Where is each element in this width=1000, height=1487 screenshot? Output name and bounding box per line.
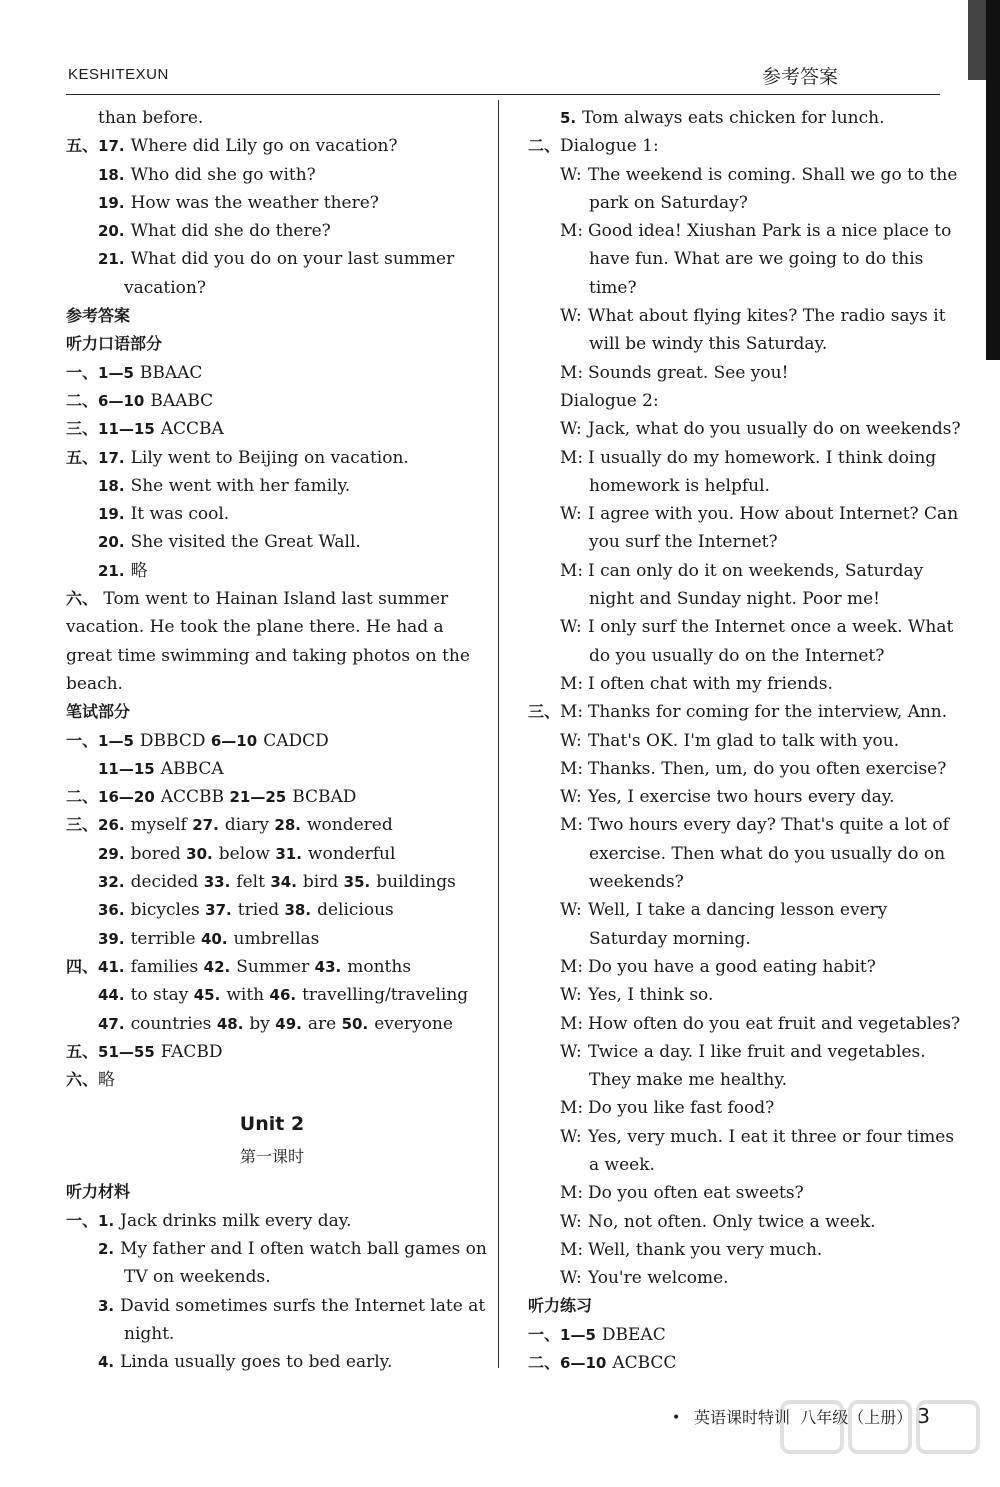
text-line xyxy=(528,1038,938,1066)
right-column xyxy=(528,104,961,1377)
item-text: delicious xyxy=(317,900,394,921)
text-line xyxy=(66,1292,486,1320)
item-text: a week. xyxy=(589,1154,655,1175)
item-text: night. xyxy=(124,1323,175,1344)
text-line xyxy=(528,1208,938,1236)
item-number: 40. xyxy=(200,929,228,948)
section-number: 三、 xyxy=(66,815,99,835)
item-text: ACBCC xyxy=(612,1353,677,1374)
item-number: 37. xyxy=(205,901,232,920)
speaker-label: M: xyxy=(560,221,584,242)
text-line xyxy=(528,274,938,302)
item-number: 38. xyxy=(284,901,312,920)
item-text: That's OK. I'm glad to talk with you. xyxy=(588,730,900,751)
text-line xyxy=(66,613,478,641)
text-line xyxy=(66,557,478,585)
text-line xyxy=(528,302,946,330)
item-text: Jack drinks milk every day. xyxy=(120,1210,352,1231)
speaker-label: M: xyxy=(560,956,584,977)
item-number: 11—15 xyxy=(98,759,155,778)
speaker-label: M: xyxy=(560,560,584,581)
text-line xyxy=(66,500,478,528)
item-text: Well, I take a dancing lesson every xyxy=(588,900,888,921)
item-number: 6—10 xyxy=(560,1354,607,1373)
text-line xyxy=(528,161,958,189)
item-text: ACCBB xyxy=(160,787,230,808)
text-line xyxy=(528,557,938,585)
speaker-label: M: xyxy=(560,1183,584,1204)
text-line xyxy=(528,415,961,443)
item-text: Well, thank you very much. xyxy=(588,1239,823,1260)
item-text: than before. xyxy=(98,108,204,128)
text-line xyxy=(528,896,938,924)
text-line xyxy=(66,585,478,613)
item-text: myself xyxy=(130,815,193,836)
item-text: Linda usually goes to bed early. xyxy=(120,1352,393,1373)
text-line xyxy=(528,1349,938,1377)
section-number: 六、 xyxy=(66,1070,99,1090)
speaker-label: M: xyxy=(560,1098,584,1119)
text-line xyxy=(66,387,478,415)
speaker-label: W: xyxy=(560,900,582,921)
item-number: 3. xyxy=(98,1296,115,1315)
speaker-label: W: xyxy=(560,1126,582,1147)
item-text: tried xyxy=(237,900,285,921)
text-line xyxy=(66,528,478,556)
header-rule xyxy=(66,94,940,95)
item-text: Yes, very much. I eat it three or four times xyxy=(588,1126,955,1147)
item-number: 50. xyxy=(341,1014,369,1033)
page-number: 3 xyxy=(917,1404,931,1428)
item-text: Dialogue 2: xyxy=(560,390,659,411)
text-line xyxy=(528,359,938,387)
item-number: 51—55 xyxy=(98,1042,155,1061)
item-number: 18. xyxy=(98,476,125,495)
item-text: You're welcome. xyxy=(588,1268,729,1289)
speaker-label: W: xyxy=(560,164,582,185)
item-text: What about flying kites? The radio says it xyxy=(588,306,946,327)
text-line xyxy=(528,613,954,641)
text-line xyxy=(528,1151,938,1179)
item-number: 42. xyxy=(203,957,231,976)
item-number: 6—10 xyxy=(98,391,145,410)
item-text: bird xyxy=(302,872,344,893)
text-line xyxy=(66,217,478,245)
text-line xyxy=(528,1010,961,1038)
item-text: What did you do on your last summer xyxy=(130,249,455,270)
text-line xyxy=(66,811,478,839)
text-line xyxy=(528,472,938,500)
item-text: Thanks. Then, um, do you often exercise? xyxy=(588,758,947,779)
item-number: 49. xyxy=(275,1014,302,1033)
speaker-label: W: xyxy=(560,730,582,751)
section-number: 五、 xyxy=(66,1041,99,1061)
item-text: Lily went to Beijing on vacation. xyxy=(130,447,409,468)
item-number: 1—5 xyxy=(560,1325,596,1344)
text-line xyxy=(528,528,938,556)
text-line xyxy=(66,925,478,953)
speaker-label: W: xyxy=(560,787,582,808)
text-line xyxy=(528,1264,938,1292)
header-brand: KESHITEXUN xyxy=(68,66,169,83)
section-number: 六、 xyxy=(66,589,99,609)
item-text: I agree with you. How about Internet? Can xyxy=(588,504,959,525)
footer-dot: • xyxy=(672,1410,681,1426)
item-text: you surf the Internet? xyxy=(589,532,778,553)
section-number: 二、 xyxy=(528,1353,561,1373)
item-text: wonderful xyxy=(307,843,396,864)
item-text: do you usually do on the Internet? xyxy=(589,645,885,666)
item-text: 略 xyxy=(98,1070,116,1091)
footer-grade: 八年级（上册） xyxy=(800,1408,913,1427)
text-line xyxy=(66,783,478,811)
scan-edge-shadow-top xyxy=(968,0,986,80)
text-line xyxy=(66,444,478,472)
item-number: 21—25 xyxy=(229,788,287,807)
item-text: No, not often. Only twice a week. xyxy=(588,1211,876,1232)
section-number: 四、 xyxy=(66,956,99,976)
text-line xyxy=(528,245,938,273)
lesson-heading: 第一课时 xyxy=(239,1147,304,1167)
text-line xyxy=(528,840,946,868)
speaker-label: W: xyxy=(560,617,582,638)
text-line xyxy=(528,925,938,953)
text-line xyxy=(528,1094,938,1122)
item-text: Twice a day. I like fruit and vegetables. xyxy=(588,1041,926,1062)
section-number: 二、 xyxy=(66,787,99,807)
text-line xyxy=(528,811,949,839)
item-text: are xyxy=(307,1013,342,1034)
item-text: How was the weather there? xyxy=(130,192,379,213)
scan-edge-shadow xyxy=(986,0,1000,360)
speaker-label: W: xyxy=(560,985,582,1006)
item-text: to stay xyxy=(130,985,194,1006)
item-text: have fun. What are we going to do this xyxy=(589,249,924,270)
text-line xyxy=(528,104,938,132)
text-line xyxy=(528,1321,938,1349)
item-text: bicycles xyxy=(130,900,206,921)
item-text: beach. xyxy=(66,673,123,694)
text-line xyxy=(66,670,478,698)
item-text: CADCD xyxy=(263,730,329,751)
item-number: 29. xyxy=(98,844,125,863)
item-text: Tom went to Hainan Island last summer xyxy=(98,589,449,610)
text-line xyxy=(528,132,938,160)
text-line xyxy=(66,840,478,868)
section-heading: 听力材料 xyxy=(66,1182,131,1202)
speaker-label: M: xyxy=(560,702,584,723)
text-line xyxy=(528,783,938,811)
item-number: 32. xyxy=(98,873,125,892)
header-section-title: 参考答案 xyxy=(762,66,839,88)
item-text: vacation. He took the plane there. He had a xyxy=(66,617,444,638)
item-text: What did she do there? xyxy=(130,221,331,242)
section-number: 三、 xyxy=(528,702,561,722)
text-line xyxy=(66,274,478,302)
item-number: 28. xyxy=(274,816,301,835)
text-line xyxy=(66,1263,478,1291)
item-text: Who did she go with? xyxy=(130,164,316,185)
item-text: I often chat with my friends. xyxy=(588,673,833,694)
item-number: 45. xyxy=(193,986,221,1005)
item-text: I usually do my homework. I think doing xyxy=(588,447,937,468)
item-number: 2. xyxy=(98,1239,115,1258)
item-number: 35. xyxy=(343,873,371,892)
item-text: How often do you eat fruit and vegetables? xyxy=(588,1013,961,1034)
item-number: 5. xyxy=(560,109,577,127)
text-line xyxy=(528,1066,938,1094)
section-number: 五、 xyxy=(66,136,99,156)
text-line xyxy=(66,104,478,132)
section-heading: 参考答案 xyxy=(66,306,131,326)
item-text: ACCBA xyxy=(160,419,224,440)
footer-book-title: 英语课时特训 xyxy=(694,1408,791,1427)
item-text: ABBCA xyxy=(160,758,224,779)
item-number: 19. xyxy=(98,505,125,524)
text-line xyxy=(66,161,478,189)
item-number: 41. xyxy=(98,957,125,976)
text-line xyxy=(528,981,938,1009)
speaker-label: W: xyxy=(560,419,582,440)
section-heading: 听力口语部分 xyxy=(66,334,163,354)
item-number: 1. xyxy=(98,1211,115,1230)
item-number: 1—5 xyxy=(98,731,134,750)
item-number: 18. xyxy=(98,165,125,184)
item-text: Thanks for coming for the interview, Ann. xyxy=(588,702,948,723)
text-line xyxy=(66,1348,478,1376)
text-line xyxy=(528,698,948,726)
text-line xyxy=(66,189,478,217)
item-number: 17. xyxy=(98,448,125,467)
item-number: 21. xyxy=(98,561,125,580)
item-number: 34. xyxy=(270,873,297,892)
text-line xyxy=(66,1038,478,1066)
item-text: It was cool. xyxy=(130,504,230,525)
text-line xyxy=(66,245,478,273)
item-text: terrible xyxy=(130,928,201,949)
item-text: TV on weekends. xyxy=(124,1267,271,1288)
item-text: She went with her family. xyxy=(130,475,351,496)
item-text: time? xyxy=(589,277,637,298)
item-text: Dialogue 1: xyxy=(560,136,659,157)
text-line xyxy=(66,1235,487,1263)
item-text: BAABC xyxy=(150,390,214,411)
speaker-label: W: xyxy=(560,1268,582,1289)
item-text: diary xyxy=(224,815,275,836)
text-line xyxy=(528,755,947,783)
text-line xyxy=(66,727,478,755)
item-number: 31. xyxy=(275,844,302,863)
speaker-label: M: xyxy=(560,758,584,779)
item-text: Yes, I think so. xyxy=(588,985,714,1006)
text-line xyxy=(66,472,478,500)
item-text: Do you have a good eating habit? xyxy=(588,956,876,977)
text-line xyxy=(66,868,478,896)
text-line xyxy=(528,953,938,981)
item-text: Two hours every day? That's quite a lot of xyxy=(588,815,949,836)
section-number: 一、 xyxy=(66,1210,99,1230)
item-number: 21. xyxy=(98,250,125,269)
item-text: I only surf the Internet once a week. What xyxy=(588,617,954,638)
section-heading: 笔试部分 xyxy=(66,702,131,722)
item-text: Tom always eats chicken for lunch. xyxy=(582,108,885,128)
speaker-label: W: xyxy=(560,1211,582,1232)
item-text: park on Saturday? xyxy=(589,192,748,213)
item-text: Saturday morning. xyxy=(589,928,751,949)
item-number: 17. xyxy=(98,137,125,156)
text-line xyxy=(66,981,478,1009)
speaker-label: M: xyxy=(560,815,584,836)
left-column xyxy=(66,104,487,1376)
item-number: 19. xyxy=(98,193,125,212)
item-text: vacation? xyxy=(124,277,206,298)
item-text: Summer xyxy=(236,956,315,977)
speaker-label: M: xyxy=(560,673,584,694)
column-divider xyxy=(498,100,499,1368)
text-line xyxy=(528,444,938,472)
item-text: with xyxy=(226,985,270,1006)
text-line xyxy=(66,1010,478,1038)
watermark-logo xyxy=(780,1398,990,1478)
item-text: The weekend is coming. Shall we go to the xyxy=(588,164,958,185)
item-number: 27. xyxy=(192,816,219,835)
text-line xyxy=(66,359,478,387)
text-line xyxy=(528,585,938,613)
item-text: umbrellas xyxy=(233,928,320,949)
item-text: Sounds great. See you! xyxy=(588,362,789,383)
item-text: wondered xyxy=(307,815,393,836)
text-line xyxy=(528,189,938,217)
item-text: travelling/traveling xyxy=(302,985,469,1006)
item-number: 48. xyxy=(216,1014,244,1033)
item-text: decided xyxy=(130,872,204,893)
item-number: 43. xyxy=(314,957,342,976)
item-text: DBEAC xyxy=(601,1324,666,1345)
text-line xyxy=(528,868,938,896)
item-number: 46. xyxy=(269,986,297,1005)
item-text: Yes, I exercise two hours every day. xyxy=(588,787,895,808)
item-text: Do you often eat sweets? xyxy=(588,1183,804,1204)
item-text: everyone xyxy=(374,1013,453,1034)
item-text: will be windy this Saturday. xyxy=(589,334,828,355)
section-number: 一、 xyxy=(66,362,99,382)
item-number: 1—5 xyxy=(98,363,134,382)
item-number: 16—20 xyxy=(98,788,155,807)
text-line xyxy=(528,1236,938,1264)
item-text: FACBD xyxy=(160,1041,223,1062)
section-heading: 听力练习 xyxy=(528,1296,593,1316)
text-line xyxy=(528,217,952,245)
item-number: 36. xyxy=(98,901,125,920)
item-text: weekends? xyxy=(589,872,684,893)
item-text: night and Sunday night. Poor me! xyxy=(589,589,881,610)
item-number: 6—10 xyxy=(210,731,258,750)
item-text: 略 xyxy=(130,560,148,581)
item-text: countries xyxy=(130,1013,217,1034)
speaker-label: M: xyxy=(560,1013,584,1034)
text-line xyxy=(528,1179,938,1207)
speaker-label: W: xyxy=(560,1041,582,1062)
text-line xyxy=(528,387,938,415)
text-line xyxy=(528,500,959,528)
item-text: Do you like fast food? xyxy=(588,1098,775,1119)
text-line xyxy=(528,642,938,670)
item-number: 11—15 xyxy=(98,420,155,439)
item-text: homework is helpful. xyxy=(589,475,770,496)
item-text: great time swimming and taking photos on the xyxy=(66,645,470,666)
speaker-label: W: xyxy=(560,306,582,327)
item-text: felt xyxy=(236,872,271,893)
text-line xyxy=(66,1320,478,1348)
text-line xyxy=(528,670,938,698)
text-line xyxy=(528,1123,955,1151)
speaker-label: M: xyxy=(560,362,584,383)
item-text: BCBAD xyxy=(292,787,357,808)
text-line xyxy=(66,1207,478,1235)
section-number: 一、 xyxy=(66,730,99,750)
item-text: below xyxy=(218,843,276,864)
section-number: 一、 xyxy=(528,1324,561,1344)
item-text: bored xyxy=(130,843,187,864)
text-line xyxy=(528,727,938,755)
text-line xyxy=(528,330,938,358)
item-text: I can only do it on weekends, Saturday xyxy=(588,560,924,581)
item-number: 39. xyxy=(98,929,125,948)
speaker-label: W: xyxy=(560,504,582,525)
section-number: 二、 xyxy=(66,390,99,410)
text-line xyxy=(66,896,478,924)
item-text: They make me healthy. xyxy=(589,1070,788,1091)
text-line xyxy=(66,755,478,783)
item-text: families xyxy=(130,956,204,977)
item-text: months xyxy=(347,956,412,977)
item-number: 26. xyxy=(98,816,125,835)
item-text: BBAAC xyxy=(139,362,203,383)
item-text: by xyxy=(249,1013,276,1034)
item-text: Good idea! Xiushan Park is a nice place to xyxy=(588,221,952,242)
text-line xyxy=(66,642,478,670)
item-number: 20. xyxy=(98,533,125,552)
unit-heading: Unit 2 xyxy=(239,1113,305,1136)
item-number: 4. xyxy=(98,1353,115,1372)
speaker-label: M: xyxy=(560,1239,584,1260)
item-text: Jack, what do you usually do on weekends? xyxy=(588,419,961,440)
item-text: David sometimes surfs the Internet late at xyxy=(120,1295,486,1316)
text-line xyxy=(66,415,478,443)
item-text: exercise. Then what do you usually do on xyxy=(589,843,946,864)
item-text: DBBCD xyxy=(139,730,211,751)
item-text: My father and I often watch ball games on xyxy=(120,1238,487,1259)
speaker-label: M: xyxy=(560,447,584,468)
item-number: 20. xyxy=(98,222,125,241)
text-line xyxy=(66,132,478,160)
item-number: 30. xyxy=(186,844,213,863)
item-text: Where did Lily go on vacation? xyxy=(130,136,398,157)
section-number: 五、 xyxy=(66,447,99,467)
section-number: 三、 xyxy=(66,419,99,439)
item-text: She visited the Great Wall. xyxy=(130,532,361,553)
text-line xyxy=(66,953,478,981)
text-line xyxy=(66,1066,478,1094)
item-number: 33. xyxy=(203,873,231,892)
section-number: 二、 xyxy=(528,136,561,156)
item-text: buildings xyxy=(376,872,456,893)
item-number: 44. xyxy=(98,986,125,1005)
item-number: 47. xyxy=(98,1014,125,1033)
